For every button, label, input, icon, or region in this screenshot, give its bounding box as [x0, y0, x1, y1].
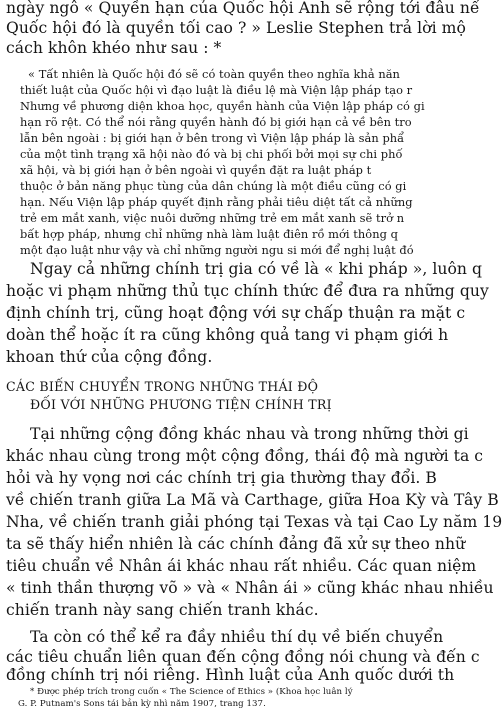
paragraph-line: doàn thể hoặc ít ra cũng không quả tang vi phạm giới h [6, 326, 449, 344]
paragraph-line: tiêu chuẩn về Nhân ái khác nhau rất nhiều. Các quan niệm [6, 557, 477, 575]
quote-line: trẻ em mắt xanh, việc nuôi dưỡng những trẻ em mắt xanh sẽ trở n [20, 211, 405, 225]
paragraph-line: Tại những cộng đồng khác nhau và trong những thời gi [30, 425, 469, 443]
section-heading-line: ĐỐI VỚI NHỮNG PHƯƠNG TIỆN CHÍNH TRỊ [30, 397, 332, 412]
quote-line: của một tình trạng xã hội nào đó và bị chi phối bởi mọi sự chi phố [20, 147, 403, 161]
quote-line: hạn. Nếu Viện lập pháp quyết định rằng phải tiêu diệt tất cả những [20, 195, 413, 209]
paragraph-line: ta sẽ thấy hiển nhiên là các chính đảng đã xử sự theo nhữ [6, 535, 466, 553]
footnote-line: * Được phép trích trong cuốn « The Science of Ethics » (Khoa học luân lý [30, 687, 353, 697]
paragraph-line: khoan thứ của cộng đồng. [6, 348, 213, 366]
paragraph-line: đồng chính trị nói riêng. Hình luật của Anh quốc dưới th [6, 666, 455, 684]
paragraph-line: hỏi và hy vọng nơi các chính trị gia thường thay đổi. B [6, 469, 437, 487]
intro-line: Quốc hội đó là quyền tối cao ? » Leslie Stephen trả lời mộ [6, 19, 466, 37]
paragraph-line: khác nhau cùng trong một cộng đồng, thái độ mà người ta c [6, 447, 484, 465]
paragraph-line: Nha, về chiến tranh giải phóng tại Texas và tại Cao Ly năm 19 [6, 513, 502, 531]
quote-line: bất hợp pháp, nhưng chỉ những nhà làm luật điên rồ mới thông q [20, 227, 398, 241]
quote-line: lẫn bên ngoài : bị giới hạn ở bên trong vì Viện lập pháp là sản phẩ [20, 131, 405, 145]
quote-line: « Tất nhiên là Quốc hội đó sẽ có toàn quyền theo nghĩa khả năn [28, 67, 400, 81]
paragraph-line: về chiến tranh giữa La Mã và Carthage, giữa Hoa Kỳ và Tây B [6, 491, 499, 509]
paragraph-line: chiến tranh này sang chiến tranh khác. [6, 601, 319, 619]
intro-line: cách khôn khéo như sau : * [6, 39, 222, 57]
intro-line: ngày ngô « Quyền hạn của Quốc hội Anh sẽ rộng tới đâu nế [6, 0, 480, 17]
paragraph-line: hoặc vi phạm những thủ tục chính thức để đưa ra những quy [6, 282, 489, 300]
quote-line: Nhưng về phương diện khoa học, quyền hành của Viện lập pháp có gi [20, 99, 425, 113]
section-heading-line: CÁC BIẾN CHUYỂN TRONG NHỮNG THÁI ĐỘ [6, 379, 319, 394]
paragraph-line: Ta còn có thể kể ra đầy nhiều thí dụ về biến chuyển [30, 628, 444, 646]
quote-line: xã hội, và bị giới hạn ở bên ngoài vì quyền đặt ra luật pháp t [20, 163, 372, 177]
quote-line: hạn rõ rệt. Có thể nói rằng quyền hành đó bị giới hạn cả về bên tro [20, 115, 412, 129]
footnote-line: G. P. Putnam's Sons tái bản kỳ nhì năm 1907, trang 137. [18, 699, 266, 709]
quote-line: một đạo luật như vậy và chỉ những người ngu si mới để nghị luật đó [20, 243, 414, 257]
paragraph-line: « tinh thần thượng võ » và « Nhân ái » cũng khác nhau nhiều [6, 579, 494, 597]
paragraph-line: các tiêu chuẩn liên quan đến cộng đồng nói chung và đến c [6, 648, 480, 666]
quote-line: thiết luật của Quốc hội vì đạo luật là điều lệ mà Viện lập pháp tạo r [20, 83, 413, 97]
paragraph-line: định chính trị, cũng hoạt động với sự chấp thuận ra mặt c [6, 304, 466, 322]
paragraph-line: Ngay cả những chính trị gia có về là « khi pháp », luôn q [30, 260, 483, 278]
quote-line: thuộc ở bản năng phục tùng của dân chúng là một điều cũng có gi [20, 179, 407, 193]
